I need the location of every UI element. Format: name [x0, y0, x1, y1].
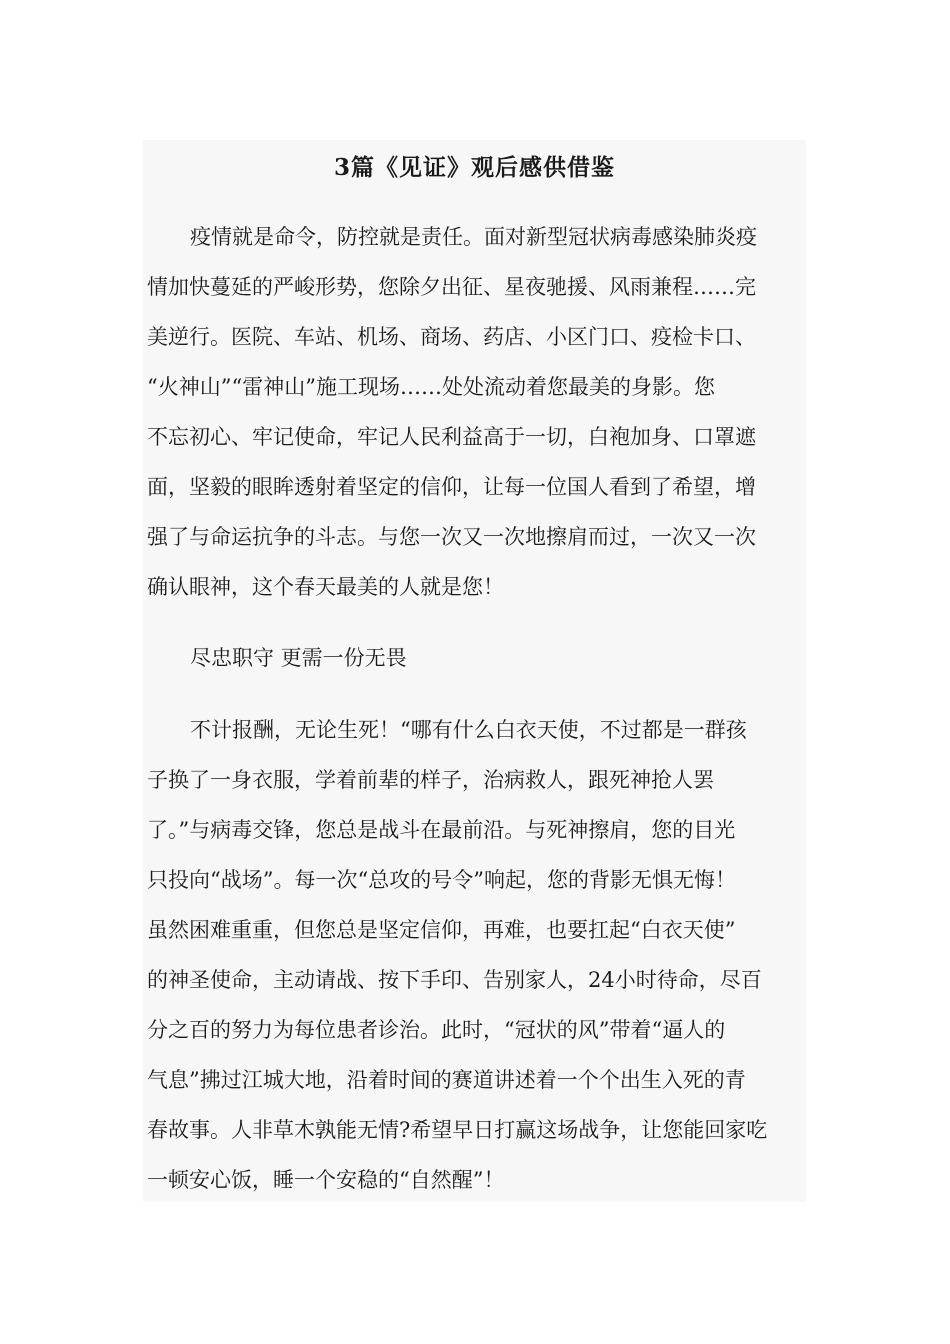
paragraph-line: 一顿安心饭，睡一个安稳的“自然醒”！	[147, 1168, 505, 1192]
paragraph-line: 了。”与病毒交锋，您总是战斗在最前沿。与死神擦肩，您的目光	[147, 818, 736, 842]
paragraph-line: 春故事。人非草木孰能无情?希望早日打赢这场战争，让您能回家吃	[147, 1118, 768, 1142]
paragraph-line: 不忘初心、牢记使命，牢记人民利益高于一切，白袍加身、口罩遮	[147, 425, 756, 449]
paragraph-line: “火神山”“雷神山”施工现场……处处流动着您最美的身影。您	[147, 375, 715, 399]
paragraph-line: 情加快蔓延的严峻形势，您除夕出征、星夜驰援、风雨兼程……完	[147, 275, 756, 299]
paragraph-line: 确认眼神，这个春天最美的人就是您！	[147, 575, 504, 599]
paragraph-line: 疫情就是命令，防控就是责任。面对新型冠状病毒感染肺炎疫	[190, 225, 757, 249]
paragraph-line: 只投向“战场”。每一次“总攻的号令”响起，您的背影无惧无悔！	[147, 868, 736, 892]
paragraph-line: 强了与命运抗争的斗志。与您一次又一次地擦肩而过，一次又一次	[147, 525, 756, 549]
document-page	[143, 140, 806, 1202]
document-title: 3篇《见证》观后感供借鉴	[333, 154, 615, 181]
paragraph-line: 不计报酬，无论生死！“哪有什么白衣天使，不过都是一群孩	[190, 718, 747, 742]
paragraph-line: 子换了一身衣服，学着前辈的样子，治病救人，跟死神抢人罢	[147, 768, 714, 792]
paragraph-line: 气息”拂过江城大地，沿着时间的赛道讲述着一个个出生入死的青	[147, 1068, 746, 1092]
paragraph-line: 面，坚毅的眼眸透射着坚定的信仰，让每一位国人看到了希望，增	[147, 475, 756, 499]
paragraph-line: 美逆行。医院、车站、机场、商场、药店、小区门口、疫检卡口、	[147, 325, 756, 349]
paragraph-line: 的神圣使命，主动请战、按下手印、告别家人，24小时待命，尽百	[147, 968, 762, 992]
paragraph-line: 虽然困难重重，但您总是坚定信仰，再难，也要扛起“白衣天使”	[147, 918, 736, 942]
paragraph-line: 分之百的努力为每位患者诊治。此时，“冠状的风”带着“逼人的	[147, 1018, 726, 1042]
subheading: 尽忠职守 更需一份无畏	[190, 646, 407, 670]
